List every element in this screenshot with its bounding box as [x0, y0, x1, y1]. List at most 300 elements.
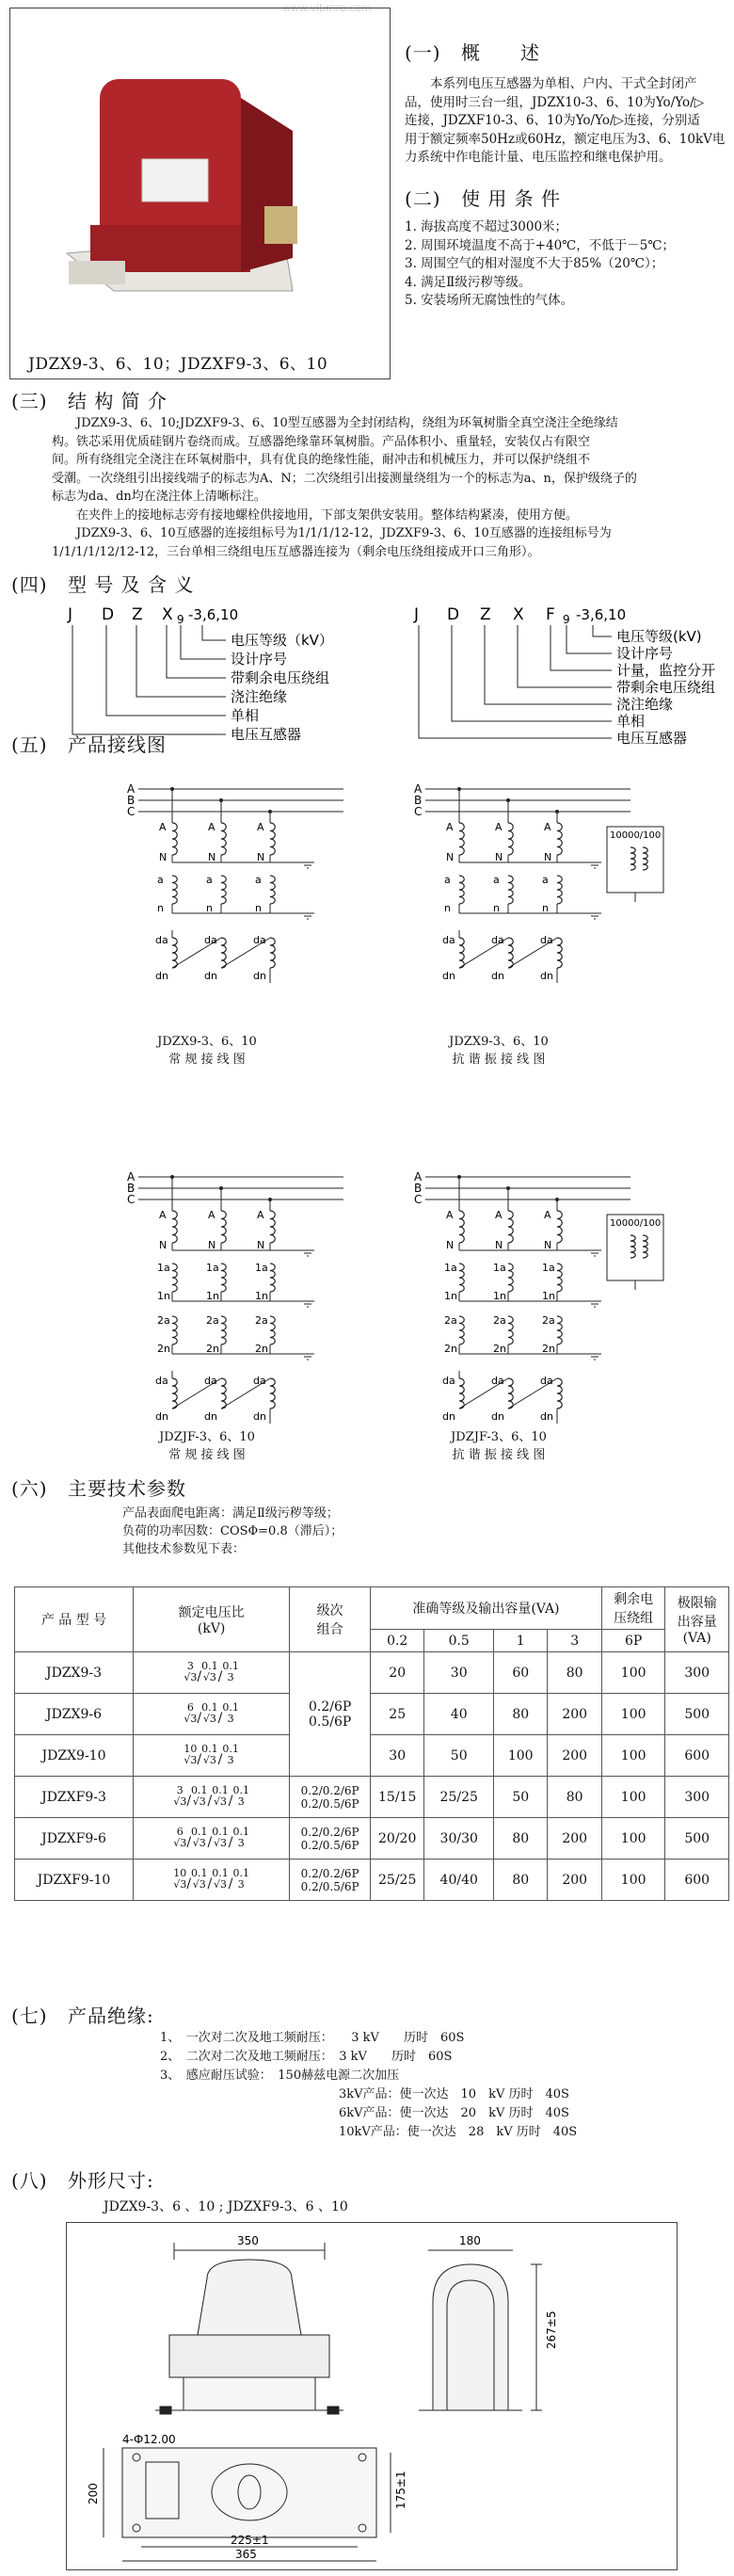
winding-coil: [270, 1316, 275, 1344]
dim-350: 350: [237, 2234, 259, 2247]
winding-coil: [270, 823, 275, 855]
code-char: J: [414, 605, 420, 624]
insulation-line: 2、 二次对二次及地工频耐压： 3 kV 历时 60S: [160, 2050, 453, 2064]
winding-coil: [221, 1211, 226, 1243]
terminal-label: A: [495, 1209, 503, 1221]
cell-value: 25/25: [424, 1777, 494, 1818]
winding-coil: [459, 1211, 464, 1243]
terminal-label: 2a: [444, 1314, 457, 1327]
diagram-4-label: [405, 1426, 593, 1462]
section-num: (二): [405, 187, 441, 210]
section-6-notes: [122, 1505, 343, 1558]
winding-coil: [270, 1211, 275, 1243]
winding-coil: [172, 1264, 177, 1292]
code-char: Z: [132, 605, 143, 624]
cell-value: 15/15: [370, 1777, 423, 1818]
cell-ratio: 6 √3/0.1 √3 /0.1 √3 /0.1 3: [133, 1818, 289, 1860]
terminal-label: N: [446, 1239, 455, 1251]
cell-value: 100: [601, 1652, 665, 1694]
terminal-label: 2n: [157, 1343, 170, 1355]
cell-value: 80: [548, 1777, 601, 1818]
note-line: 其他技术参数见下表：: [122, 1542, 246, 1556]
junction-dot: [219, 1186, 223, 1190]
code-char: F: [546, 605, 555, 624]
cell-model: JDZXF9-3: [15, 1777, 134, 1818]
winding-coil: [459, 823, 464, 855]
note-line: 产品表面爬电距离：满足Ⅱ级污秽等级；: [122, 1506, 339, 1521]
col-header: 1: [494, 1630, 548, 1652]
terminal-label: 2a: [493, 1314, 506, 1327]
winding-coil: [459, 1378, 464, 1409]
terminal-label: 2n: [444, 1343, 457, 1355]
table-row: [15, 1694, 729, 1735]
junction-dot: [457, 1175, 461, 1179]
winding-coil: [557, 1378, 562, 1409]
watermark: www.vibmro.com: [282, 2, 372, 14]
table-row: [15, 1860, 729, 1901]
cell-value: 60: [494, 1652, 548, 1694]
photo-caption: JDZX9-3、6、10；JDZXF9-3、6、10: [28, 355, 328, 374]
section-num: (六): [11, 1477, 48, 1500]
winding-coil: [508, 1316, 513, 1344]
terminal-label: A: [446, 821, 454, 833]
winding-coil: [221, 1316, 226, 1344]
terminal-label: da: [540, 934, 553, 946]
terminal-label: dn: [204, 1410, 217, 1423]
winding-coil: [508, 823, 513, 855]
junction-dot: [219, 798, 223, 802]
terminal-label: 2a: [206, 1314, 219, 1327]
cell-value: 500: [665, 1818, 729, 1860]
winding-coil: [172, 1211, 177, 1243]
cell-value: 20: [370, 1652, 423, 1694]
winding-coil: [221, 1378, 226, 1409]
cell-value: 300: [665, 1777, 729, 1818]
text-line: 标志为da、dn均在浇注体上清晰标注。: [52, 490, 266, 504]
header-ratio: [133, 1587, 289, 1652]
cell-class: 0.2/0.2/6P 0.2/0.5/6P: [290, 1777, 371, 1818]
junction-dot: [170, 787, 174, 791]
winding-coil: [172, 1316, 177, 1344]
terminal-label: N: [208, 851, 216, 863]
winding-coil: [643, 1235, 647, 1258]
section-title: 产品接线图: [67, 733, 167, 756]
cell-value: 600: [665, 1860, 729, 1901]
diagram-caption: 抗 谐 振 接 线 图: [452, 1053, 546, 1067]
cell-value: 25/25: [370, 1860, 423, 1901]
section-num: (三): [11, 390, 48, 412]
terminal-label: 2a: [255, 1314, 268, 1327]
junction-dot: [506, 1186, 510, 1190]
cell-value: 25: [370, 1694, 423, 1735]
terminal-label: da: [491, 934, 504, 946]
terminal-label: A: [495, 821, 503, 833]
cell-value: 100: [601, 1694, 665, 1735]
cell-value: 30/30: [424, 1818, 494, 1860]
cell-class: 0.2/0.2/6P 0.2/0.5/6P: [290, 1818, 371, 1860]
winding-coil: [557, 1211, 562, 1243]
dim-200: 200: [87, 2483, 100, 2504]
code-meaning: 电压互感器: [616, 730, 688, 747]
winding-coil: [172, 938, 177, 968]
cell-value: 200: [548, 1860, 601, 1901]
outline-model: JDZX9-3、6 、10 ; JDZXF9-3、6 、10: [104, 2199, 348, 2214]
winding-coil: [459, 1316, 464, 1344]
header-limit-text3: (VA): [682, 1631, 711, 1646]
section-6-heading: [11, 1473, 186, 1501]
terminal-label: 2n: [255, 1343, 268, 1355]
cell-value: 20/20: [370, 1818, 423, 1860]
section-3-heading: [11, 386, 168, 413]
terminal-label: a: [157, 874, 164, 886]
terminal-label: 1a: [542, 1262, 555, 1274]
winding-coil: [172, 876, 177, 904]
code-char: 9: [563, 613, 570, 626]
section-1-heading: [405, 38, 540, 65]
cell-value: 50: [424, 1735, 494, 1777]
terminal-label: 2a: [542, 1314, 555, 1327]
cell-value: 80: [548, 1652, 601, 1694]
text-line: 力系统中作电能计量、电压监控和继电保护用。: [405, 150, 672, 165]
terminal-label: 2n: [542, 1343, 555, 1355]
header-accuracy: 准确等级及输出容量(VA): [370, 1587, 601, 1630]
section-3-body: [52, 414, 729, 561]
terminal-label: a: [493, 874, 500, 886]
terminal-label: a: [206, 874, 213, 886]
phase-label: B: [414, 1182, 423, 1195]
cell-value: 100: [601, 1735, 665, 1777]
cell-value: 40/40: [424, 1860, 494, 1901]
note-line: 负荷的功率因数：COSΦ=0.8（滞后）；: [122, 1524, 343, 1538]
cell-value: 600: [665, 1735, 729, 1777]
terminal-label: 1a: [255, 1262, 268, 1274]
section-num: (五): [11, 733, 48, 756]
terminal-label: da: [155, 934, 168, 946]
winding-coil: [172, 1378, 177, 1409]
section-2-heading: [405, 184, 561, 211]
header-class-text2: 组合: [316, 1622, 343, 1637]
cell-class: 0.2/6P 0.5/6P: [290, 1652, 371, 1777]
terminal-label: dn: [491, 1410, 504, 1423]
section-num: (四): [11, 573, 48, 596]
terminal-label: dn: [442, 970, 455, 982]
winding-coil: [630, 1235, 635, 1258]
text-line: 连接，JDZXF10-3、6、10为Yo/Yo/▷连接，分别适: [405, 113, 700, 128]
winding-coil: [557, 1264, 562, 1292]
phase-label: C: [127, 1193, 136, 1206]
cell-value: 80: [494, 1818, 548, 1860]
col-header: 6P: [601, 1630, 665, 1652]
phase-label: A: [127, 782, 136, 796]
cell-value: 100: [601, 1777, 665, 1818]
code-meaning: 带剩余电压绕组: [231, 669, 330, 686]
junction-dot: [170, 1175, 174, 1179]
terminal-label: da: [253, 934, 266, 946]
text-line: 4. 满足Ⅱ级污秽等级。: [405, 274, 532, 290]
phase-label: A: [127, 1170, 136, 1183]
diagram-3-label: [113, 1426, 301, 1462]
text-line: 1/1/1/1/12/12-12，三台单相三绕组电压互感器连接为（剩余电压绕组接成开口三角形）。: [52, 544, 540, 559]
header-ratio-text: 额定电压比: [178, 1605, 245, 1620]
terminal-label: dn: [155, 1410, 168, 1423]
diagram-2-label: [405, 1031, 593, 1067]
terminal-label: a: [542, 874, 549, 886]
winding-coil: [172, 823, 177, 855]
junction-dot: [268, 1198, 272, 1201]
cell-ratio: 10 √3/0.1 √3 /0.1 3: [133, 1735, 289, 1777]
terminal-label: 1a: [493, 1262, 506, 1274]
terminal-label: da: [204, 1375, 217, 1387]
cell-model: JDZX9-10: [15, 1735, 134, 1777]
terminal-label: N: [159, 851, 168, 863]
terminal-label: A: [257, 1209, 264, 1221]
code-char: Z: [480, 605, 491, 624]
diagram-caption: 常 规 接 线 图: [168, 1448, 246, 1462]
text-line: 构。铁芯采用优质硅钢片卷绕而成。互感器绝缘靠环氧树脂。产品体积小、重量轻，安装仅占有限空: [52, 434, 591, 449]
dim-holes: 4-Ф12.00: [122, 2433, 176, 2446]
terminal-label: A: [208, 821, 215, 833]
col-header: 3: [548, 1630, 601, 1652]
winding-coil: [557, 1316, 562, 1344]
header-limit: [665, 1587, 729, 1652]
code-char: -3,6,10: [188, 606, 239, 623]
insulation-line: 1、 一次对二次及地工频耐压： 3 kV 历时 60S: [160, 2031, 465, 2045]
cell-value: 80: [494, 1694, 548, 1735]
winding-coil: [508, 938, 513, 968]
dim-267: 267±5: [545, 2310, 558, 2349]
header-residual: [601, 1587, 665, 1630]
code-meaning: 设计序号: [616, 645, 674, 662]
terminal-label: a: [444, 874, 451, 886]
terminal-label: A: [446, 1209, 454, 1221]
section-1-body: [405, 75, 734, 168]
section-8-heading: [11, 2165, 154, 2193]
header-class: [290, 1587, 371, 1652]
right-code: [413, 605, 715, 747]
cell-value: 100: [494, 1735, 548, 1777]
insulation-sub-line: 10kV产品：使一次达 28 kV 历时 40S: [339, 2125, 578, 2139]
terminal-label: N: [446, 851, 455, 863]
cell-ratio: 10 √3/0.1 √3 /0.1 √3 /0.1 3: [133, 1860, 289, 1901]
diagram-1-label: [113, 1031, 301, 1067]
text-line: 用于额定频率50Hz或60Hz，额定电压为3、6、10kV电: [405, 131, 726, 147]
terminal-label: dn: [442, 1410, 455, 1423]
text-line: 3. 周围空气的相对湿度不大于85%（20℃）；: [405, 256, 664, 271]
terminal-label: 2a: [157, 1314, 170, 1327]
parameter-table: [14, 1586, 729, 1901]
phase-label: B: [127, 1182, 136, 1195]
winding-coil: [221, 938, 226, 968]
cell-value: 100: [601, 1818, 665, 1860]
code-meaning: 浇注绝缘: [616, 696, 674, 713]
section-num: (一): [405, 41, 441, 64]
terminal-label: dn: [540, 1410, 553, 1423]
section-title: 结 构 简 介: [67, 390, 168, 412]
cell-value: 30: [424, 1652, 494, 1694]
code-meaning: 计量，监控分开: [616, 662, 716, 679]
text-line: 在夹件上的接地标志旁有接地螺栓供接地用，下部支架供安装用。整体结构紧凑，使用方便。: [52, 507, 579, 523]
code-char: D: [447, 605, 460, 624]
section-title: 型 号 及 含 义: [67, 573, 195, 596]
diagram-model: JDZX9-3、6、10: [449, 1035, 549, 1049]
cell-model: JDZX9-3: [15, 1652, 134, 1694]
section-num: (八): [11, 2169, 48, 2192]
phase-label: B: [127, 794, 136, 807]
terminal-label: A: [208, 1209, 215, 1221]
cell-value: 40: [424, 1694, 494, 1735]
code-meaning: 单相: [231, 707, 260, 724]
text-line: JDZX9-3、6、10;JDZXF9-3、6、10型互感器为全封闭结构，绕组为环氧树脂全真空浇注全绝缘结: [52, 416, 618, 430]
code-meaning: 设计序号: [231, 651, 288, 668]
header-limit-text2: 出容量: [677, 1615, 717, 1630]
ratio-label: 10000/100: [610, 1218, 662, 1229]
terminal-label: N: [495, 851, 503, 863]
diagram-caption: 抗 谐 振 接 线 图: [452, 1448, 546, 1462]
junction-dot: [268, 810, 272, 813]
terminal-label: N: [495, 1239, 503, 1251]
terminal-label: dn: [204, 970, 217, 982]
section-2-body: [405, 218, 734, 311]
terminal-label: A: [159, 1209, 167, 1221]
cell-model: JDZXF9-6: [15, 1818, 134, 1860]
terminal-label: 1n: [206, 1290, 219, 1302]
phase-label: C: [127, 805, 136, 818]
header-model: 产 品 型 号: [15, 1587, 134, 1652]
terminal-label: 1n: [157, 1290, 170, 1302]
terminal-label: A: [544, 821, 551, 833]
cell-value: 300: [665, 1652, 729, 1694]
insulation-sub-line: 3kV产品：使一次达 10 kV 历时 40S: [339, 2087, 569, 2101]
winding-coil: [221, 823, 226, 855]
dim-175: 175±1: [394, 2471, 407, 2509]
text-line: 1. 海拔高度不超过3000米；: [405, 219, 568, 234]
table-row: [15, 1777, 729, 1818]
code-meaning: 电压等级(kV): [616, 628, 702, 645]
section-7-sub: [339, 2085, 577, 2142]
winding-coil: [270, 876, 275, 904]
winding-coil: [508, 1211, 513, 1243]
col-header: 0.5: [424, 1630, 494, 1652]
text-line: 受潮。一次绕组引出接线端子的标志为A、N；二次绕组引出接测量绕组为一个的标志为a、n，保护级绕子的: [52, 471, 637, 486]
phase-label: C: [414, 1193, 423, 1206]
winding-coil: [221, 1264, 226, 1292]
winding-coil: [630, 847, 635, 870]
insulation-sub-line: 6kV产品：使一次达 20 kV 历时 40S: [339, 2106, 569, 2120]
cell-model: JDZXF9-10: [15, 1860, 134, 1901]
terminal-label: dn: [540, 970, 553, 982]
terminal-label: 1n: [255, 1290, 268, 1302]
text-line: JDZX9-3、6、10互感器的连接组标号为1/1/1/12-12，JDZXF9-3、6、10互感器的连接组标号为: [52, 526, 612, 540]
winding-coil: [508, 1378, 513, 1409]
diagram-model: JDZJF-3、6、10: [159, 1430, 255, 1444]
terminal-label: n: [493, 902, 500, 914]
terminal-label: da: [491, 1375, 504, 1387]
text-line: 间。所有绕组完全浇注在环氧树脂中，具有优良的绝缘性能，耐冲击和机械压力，并可以保护绕组不: [52, 453, 591, 467]
cell-value: 50: [494, 1777, 548, 1818]
code-char: 9: [177, 613, 184, 626]
terminal-label: dn: [155, 970, 168, 982]
table-row: [15, 1652, 729, 1694]
winding-coil: [643, 847, 647, 870]
terminal-label: N: [257, 851, 265, 863]
text-line: 品，使用时三台一组，JDZX10-3、6、10为Yo/Yo/▷: [405, 94, 705, 110]
diagram-caption: 常 规 接 线 图: [168, 1053, 246, 1067]
terminal-label: 1a: [157, 1262, 170, 1274]
winding-coil: [270, 1378, 275, 1409]
wiring-diagrams: [0, 753, 734, 1469]
cell-class: 0.2/0.2/6P 0.2/0.5/6P: [290, 1860, 371, 1901]
text-line: 2. 周围环境温度不高于+40℃，不低于－5℃；: [405, 237, 675, 253]
code-char: -3,6,10: [576, 606, 627, 623]
code-meaning: 电压等级（kV）: [231, 632, 333, 649]
terminal-label: 1n: [542, 1290, 555, 1302]
insulation-line: 3、 感应耐压试验： 150赫兹电源二次加压: [160, 2069, 400, 2083]
terminal-label: n: [542, 902, 549, 914]
junction-dot: [506, 798, 510, 802]
terminal-label: N: [257, 1239, 265, 1251]
side-view: [419, 2250, 542, 2410]
diagram-model: JDZJF-3、6、10: [451, 1430, 547, 1444]
winding-coil: [508, 1264, 513, 1292]
section-7-heading: [11, 2001, 154, 2028]
header-limit-text: 极限输: [677, 1596, 717, 1611]
terminal-label: A: [257, 821, 264, 833]
terminal-label: N: [544, 851, 552, 863]
phase-label: A: [414, 782, 423, 796]
terminal-label: 1n: [444, 1290, 457, 1302]
cell-ratio: 3 √3/0.1 √3 /0.1 √3 /0.1 3: [133, 1777, 289, 1818]
phase-label: A: [414, 1170, 423, 1183]
winding-coil: [459, 938, 464, 968]
terminal-label: n: [157, 902, 164, 914]
phase-label: B: [414, 794, 423, 807]
product-photo-frame: [9, 8, 391, 379]
terminal-label: N: [159, 1239, 168, 1251]
cell-value: 30: [370, 1735, 423, 1777]
terminal-label: A: [544, 1209, 551, 1221]
terminal-label: 1a: [206, 1262, 219, 1274]
section-title: 产品绝缘:: [67, 2004, 154, 2027]
header-ratio-unit: (kV): [197, 1621, 226, 1636]
terminal-label: n: [255, 902, 262, 914]
terminal-label: da: [204, 934, 217, 946]
diagram-model: JDZX9-3、6、10: [157, 1035, 257, 1049]
front-view: [155, 2243, 343, 2414]
winding-coil: [459, 1264, 464, 1292]
code-meaning: 单相: [616, 713, 646, 730]
cell-value: 80: [494, 1860, 548, 1901]
terminal-label: A: [159, 821, 167, 833]
cell-value: 200: [548, 1818, 601, 1860]
header-residual-text: 剩余电: [614, 1592, 654, 1607]
terminal-label: N: [544, 1239, 552, 1251]
terminal-label: 2n: [206, 1343, 219, 1355]
code-char: X: [513, 605, 524, 624]
code-meaning: 浇注绝缘: [231, 688, 288, 705]
terminal-label: 1n: [493, 1290, 506, 1302]
cell-value: 500: [665, 1694, 729, 1735]
ratio-label: 10000/100: [610, 830, 662, 841]
section-num: (七): [11, 2004, 48, 2027]
junction-dot: [555, 810, 559, 813]
code-char: J: [68, 605, 73, 624]
text-line: 5. 安装场所无腐蚀性的气体。: [405, 293, 574, 308]
section-title: 概 述: [460, 41, 540, 64]
winding-coil: [270, 1264, 275, 1292]
dim-180: 180: [459, 2234, 481, 2247]
header-class-text: 级次: [316, 1603, 343, 1618]
phase-label: C: [414, 805, 423, 818]
